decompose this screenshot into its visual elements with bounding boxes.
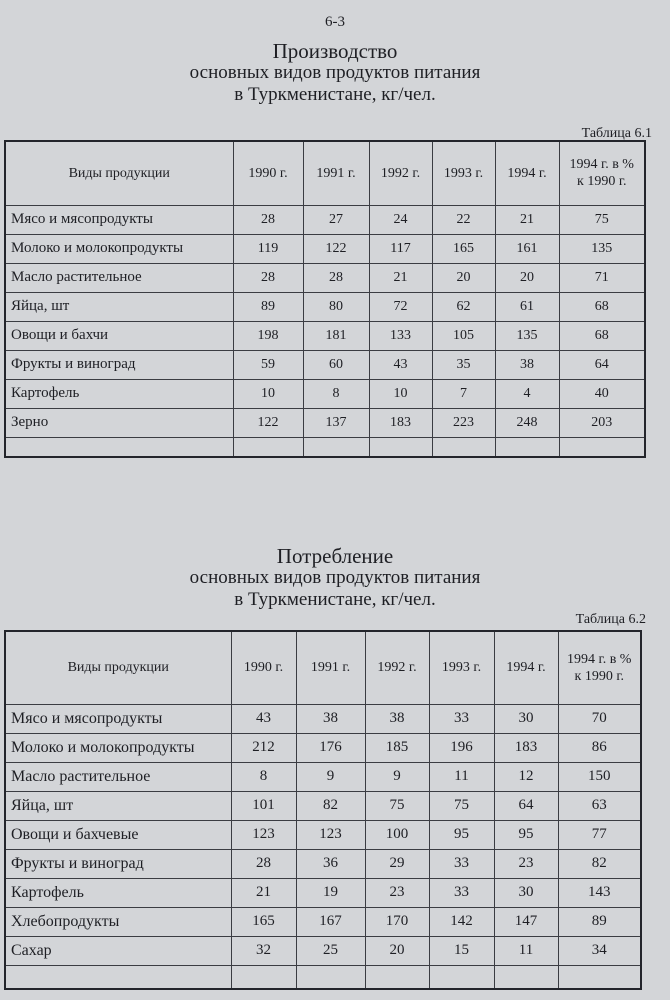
table-cell: 11	[494, 936, 558, 965]
table-cell: 95	[494, 820, 558, 849]
table-cell: 80	[303, 292, 369, 321]
table-cell: 89	[558, 907, 641, 936]
table-row	[5, 936, 641, 965]
row-label: Масло растительное	[5, 762, 231, 791]
table-cell: 181	[303, 321, 369, 350]
table1-title-line3: в Туркменистане, кг/чел.	[234, 84, 436, 105]
table-cell: 68	[559, 321, 645, 350]
table-cell: 63	[558, 791, 641, 820]
table-cell: 28	[231, 849, 296, 878]
table-cell: 75	[559, 205, 645, 234]
table-cell: 43	[231, 704, 296, 733]
table-cell: 8	[303, 379, 369, 408]
table-cell: 35	[432, 350, 495, 379]
table-cell: 43	[369, 350, 432, 379]
table-cell: 82	[296, 791, 365, 820]
table-cell: 105	[432, 321, 495, 350]
table-cell: 133	[369, 321, 432, 350]
header-1993: 1993 г.	[432, 141, 495, 205]
table-cell: 24	[369, 205, 432, 234]
table-cell: 20	[432, 263, 495, 292]
table-spacer-row	[5, 437, 645, 457]
table-cell: 62	[432, 292, 495, 321]
row-label: Овощи и бахчи	[5, 321, 233, 350]
empty-cell	[495, 437, 559, 457]
empty-cell	[303, 437, 369, 457]
table-cell: 75	[429, 791, 494, 820]
table-cell: 32	[231, 936, 296, 965]
table-header-row	[5, 141, 645, 205]
table-cell: 135	[559, 234, 645, 263]
table-cell: 150	[558, 762, 641, 791]
table-row	[5, 263, 645, 292]
table-cell: 71	[559, 263, 645, 292]
table-cell: 70	[558, 704, 641, 733]
table-cell: 142	[429, 907, 494, 936]
row-label: Молоко и молокопродукты	[5, 733, 231, 762]
table1-title	[0, 40, 670, 106]
header-1993: 1993 г.	[429, 631, 494, 704]
table-cell: 75	[365, 791, 429, 820]
row-label: Зерно	[5, 408, 233, 437]
table-cell: 59	[233, 350, 303, 379]
table-row	[5, 234, 645, 263]
row-label: Мясо и мясопродукты	[5, 704, 231, 733]
table1-title-line2: основных видов продуктов питания	[189, 62, 481, 83]
table-cell: 100	[365, 820, 429, 849]
table-cell: 60	[303, 350, 369, 379]
table-cell: 170	[365, 907, 429, 936]
table-spacer-row	[5, 965, 641, 989]
table-cell: 165	[231, 907, 296, 936]
table-cell: 101	[231, 791, 296, 820]
table-cell: 117	[369, 234, 432, 263]
table-cell: 23	[494, 849, 558, 878]
header-1990: 1990 г.	[233, 141, 303, 205]
table-cell: 183	[494, 733, 558, 762]
header-product-type: Виды продукции	[5, 141, 233, 205]
table-row	[5, 321, 645, 350]
table-cell: 34	[558, 936, 641, 965]
table-cell: 137	[303, 408, 369, 437]
header-1991: 1991 г.	[296, 631, 365, 704]
table-cell: 10	[369, 379, 432, 408]
table-cell: 223	[432, 408, 495, 437]
production-table	[4, 140, 646, 458]
table-cell: 123	[231, 820, 296, 849]
header-1992: 1992 г.	[365, 631, 429, 704]
table-cell: 167	[296, 907, 365, 936]
header-product-type: Виды продукции	[5, 631, 231, 704]
table-cell: 38	[495, 350, 559, 379]
table-cell: 19	[296, 878, 365, 907]
table-header-row	[5, 631, 641, 704]
table-cell: 11	[429, 762, 494, 791]
empty-cell	[5, 437, 233, 457]
row-label: Масло растительное	[5, 263, 233, 292]
table-cell: 38	[365, 704, 429, 733]
table-cell: 9	[296, 762, 365, 791]
row-label: Сахар	[5, 936, 231, 965]
table-cell: 61	[495, 292, 559, 321]
table2-label: Таблица 6.2	[575, 612, 646, 627]
empty-cell	[365, 965, 429, 989]
empty-cell	[231, 965, 296, 989]
table-cell: 165	[432, 234, 495, 263]
table-cell: 21	[231, 878, 296, 907]
table-cell: 161	[495, 234, 559, 263]
table-row	[5, 408, 645, 437]
empty-cell	[233, 437, 303, 457]
consumption-table	[4, 630, 642, 990]
table-cell: 20	[495, 263, 559, 292]
table-cell: 95	[429, 820, 494, 849]
table-cell: 119	[233, 234, 303, 263]
table-row	[5, 849, 641, 878]
table-row	[5, 292, 645, 321]
table2-title-line3: в Туркменистане, кг/чел.	[234, 589, 436, 610]
empty-cell	[558, 965, 641, 989]
table-cell: 28	[233, 263, 303, 292]
table-cell: 29	[365, 849, 429, 878]
table-cell: 68	[559, 292, 645, 321]
table-cell: 77	[558, 820, 641, 849]
table-cell: 248	[495, 408, 559, 437]
table2-title	[0, 545, 670, 611]
table-cell: 10	[233, 379, 303, 408]
table-cell: 7	[432, 379, 495, 408]
table2-title-line1: Потребление	[276, 544, 394, 568]
table-row	[5, 907, 641, 936]
table-cell: 33	[429, 849, 494, 878]
table-cell: 135	[495, 321, 559, 350]
header-1994: 1994 г.	[495, 141, 559, 205]
header-1992: 1992 г.	[369, 141, 432, 205]
table-cell: 89	[233, 292, 303, 321]
empty-cell	[559, 437, 645, 457]
table-row	[5, 878, 641, 907]
table-cell: 147	[494, 907, 558, 936]
table-row	[5, 791, 641, 820]
row-label: Овощи и бахчевые	[5, 820, 231, 849]
table-row	[5, 379, 645, 408]
table-row	[5, 733, 641, 762]
table-cell: 72	[369, 292, 432, 321]
table-cell: 203	[559, 408, 645, 437]
empty-cell	[429, 965, 494, 989]
table2-title-line2: основных видов продуктов питания	[189, 567, 481, 588]
empty-cell	[494, 965, 558, 989]
table-cell: 28	[233, 205, 303, 234]
table-cell: 122	[233, 408, 303, 437]
table1-label: Таблица 6.1	[581, 126, 652, 141]
table-cell: 122	[303, 234, 369, 263]
table-cell: 176	[296, 733, 365, 762]
table-cell: 9	[365, 762, 429, 791]
row-label: Картофель	[5, 878, 231, 907]
row-label: Яйца, шт	[5, 292, 233, 321]
row-label: Яйца, шт	[5, 791, 231, 820]
table-cell: 82	[558, 849, 641, 878]
row-label: Мясо и мясопродукты	[5, 205, 233, 234]
header-1991: 1991 г.	[303, 141, 369, 205]
table-cell: 25	[296, 936, 365, 965]
table-cell: 15	[429, 936, 494, 965]
table-cell: 40	[559, 379, 645, 408]
table-cell: 12	[494, 762, 558, 791]
header-percent: 1994 г. в % к 1990 г.	[558, 631, 641, 704]
table-row	[5, 762, 641, 791]
row-label: Хлебопродукты	[5, 907, 231, 936]
table-cell: 30	[494, 704, 558, 733]
table-cell: 212	[231, 733, 296, 762]
table-cell: 64	[494, 791, 558, 820]
header-1990: 1990 г.	[231, 631, 296, 704]
table-cell: 30	[494, 878, 558, 907]
table-cell: 123	[296, 820, 365, 849]
header-1994: 1994 г.	[494, 631, 558, 704]
empty-cell	[369, 437, 432, 457]
table-cell: 38	[296, 704, 365, 733]
table-cell: 28	[303, 263, 369, 292]
table-cell: 196	[429, 733, 494, 762]
table-row	[5, 820, 641, 849]
table-cell: 198	[233, 321, 303, 350]
table-cell: 20	[365, 936, 429, 965]
empty-cell	[296, 965, 365, 989]
row-label: Молоко и молокопродукты	[5, 234, 233, 263]
row-label: Картофель	[5, 379, 233, 408]
table-cell: 21	[495, 205, 559, 234]
table-cell: 86	[558, 733, 641, 762]
table1-title-line1: Производство	[272, 39, 398, 63]
empty-cell	[432, 437, 495, 457]
table-row	[5, 205, 645, 234]
table-cell: 36	[296, 849, 365, 878]
table-cell: 33	[429, 878, 494, 907]
page-number: 6-3	[325, 14, 345, 30]
table-row	[5, 350, 645, 379]
table-cell: 23	[365, 878, 429, 907]
table-cell: 183	[369, 408, 432, 437]
header-percent: 1994 г. в % к 1990 г.	[559, 141, 645, 205]
table-row	[5, 704, 641, 733]
table-cell: 22	[432, 205, 495, 234]
table-cell: 8	[231, 762, 296, 791]
table-cell: 64	[559, 350, 645, 379]
table-cell: 21	[369, 263, 432, 292]
table-cell: 4	[495, 379, 559, 408]
table-cell: 143	[558, 878, 641, 907]
table-cell: 27	[303, 205, 369, 234]
row-label: Фрукты и виноград	[5, 350, 233, 379]
row-label: Фрукты и виноград	[5, 849, 231, 878]
table-cell: 33	[429, 704, 494, 733]
empty-cell	[5, 965, 231, 989]
table-cell: 185	[365, 733, 429, 762]
